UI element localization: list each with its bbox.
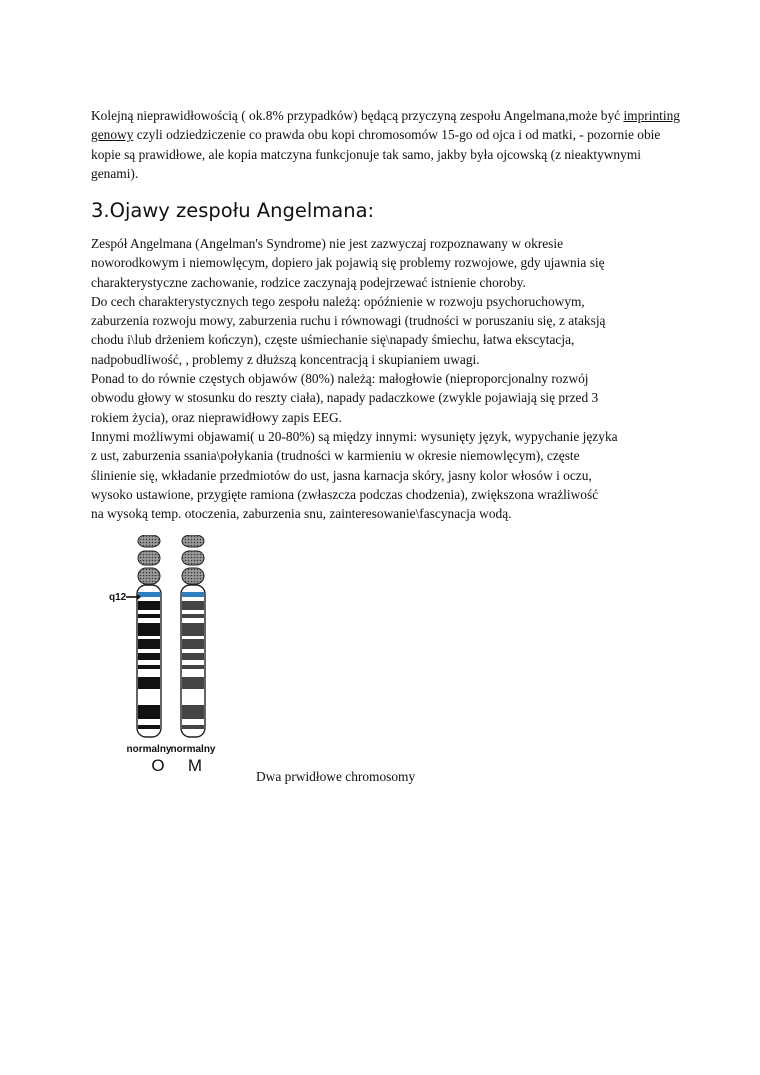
chromosome-left [137, 535, 161, 737]
chromosome-right [181, 535, 205, 737]
chromosome-diagram [100, 535, 240, 785]
body-line: ślinienie się, wkładanie przedmiotów do ust, jasna karnacja skóry, jasny kolor włosów i oczu, [91, 467, 592, 483]
body-line: charakterystyczne zachowanie, rodzice zaczynają podejrzewać istnienie choroby. [91, 274, 526, 290]
q12-band-right [182, 592, 204, 597]
body-line: Zespół Angelmana (Angelman's Syndrome) nie jest zazwyczaj rozpoznawany w okresie [91, 236, 564, 251]
figure-caption: Dwa prwidłowe chromosomy [256, 769, 416, 784]
body-line: Do cech charakterystycznych tego zespołu należą: opóźnienie w rozwoju psychoruchowym, [91, 293, 585, 309]
body-line: Innymi możliwymi objawami( u 20-80%) są między innymi: wysunięty język, wypychanie języka [91, 428, 618, 444]
body-line: zaburzenia rozwoju mowy, zaburzenia ruchu i równowagi (trudności w poruszaniu się, z ataksją [91, 313, 606, 329]
body-line: nadpobudliwość, , problemy z dłuższą koncentracją i skupianiem uwagi. [91, 351, 480, 367]
symptoms-paragraph [91, 234, 691, 523]
body-line: Ponad to do równie częstych objawów (80%) należą: małogłowie (nieproporcjonalny rozwój [91, 371, 589, 387]
body-line: z ust, zaburzenia ssania\połykania (trudności w karmieniu w okresie niemowlęcym), częste [91, 448, 580, 464]
chromosome-left-letter: O [151, 756, 165, 775]
body-line: wysoko ustawione, przygięte ramiona (zwłaszcza podczas chodzenia), zwiększona wrażliwość [91, 486, 599, 502]
section-heading: 3.Ojawy zespołu Angelmana: [91, 199, 375, 222]
q12-band-left [138, 592, 160, 597]
body-line: obwodu głowy w stosunku do reszty ciała), napady padaczkowe (zwykle pojawiają się przed 3 [91, 390, 599, 406]
body-line: chodu i\lub drżeniem kończyn), częste uśmiechanie się\napady śmiechu, łatwa ekscytacja, [91, 332, 575, 348]
body-line: na wysoką temp. otoczenia, zaburzenia snu, zainteresowanie\fascynacja wodą. [91, 506, 512, 522]
imprinting-link[interactable]: imprinting genowy [91, 108, 680, 143]
q12-label: q12 [109, 592, 127, 603]
chromosome-right-label: normalny [170, 744, 216, 755]
chromosome-figure [100, 535, 240, 785]
chromosome-left-label: normalny [126, 744, 172, 755]
intro-text-before: Kolejną nieprawidłowością ( ok.8% przypadków) będącą przyczyną zespołu Angelmana,może być [91, 108, 624, 123]
intro-text-after: czyli odziedziczenie co prawda obu kopi chromosomów 15-go od ojca i od matki, - pozornie obie kopie są prawidłowe, ale kopia matczyna funkcjonuje tak samo, jakby była ojcowską (z nieaktywnymi genami). [91, 127, 661, 181]
intro-paragraph [91, 106, 691, 183]
body-line: rokiem życia), oraz nieprawidłowy zapis EEG. [91, 409, 342, 425]
chromosome-right-letter: M [187, 756, 203, 775]
body-line: noworodkowym i niemowlęcym, dopiero jak pojawią się problemy rozwojowe, gdy ujawnia się [91, 255, 605, 271]
